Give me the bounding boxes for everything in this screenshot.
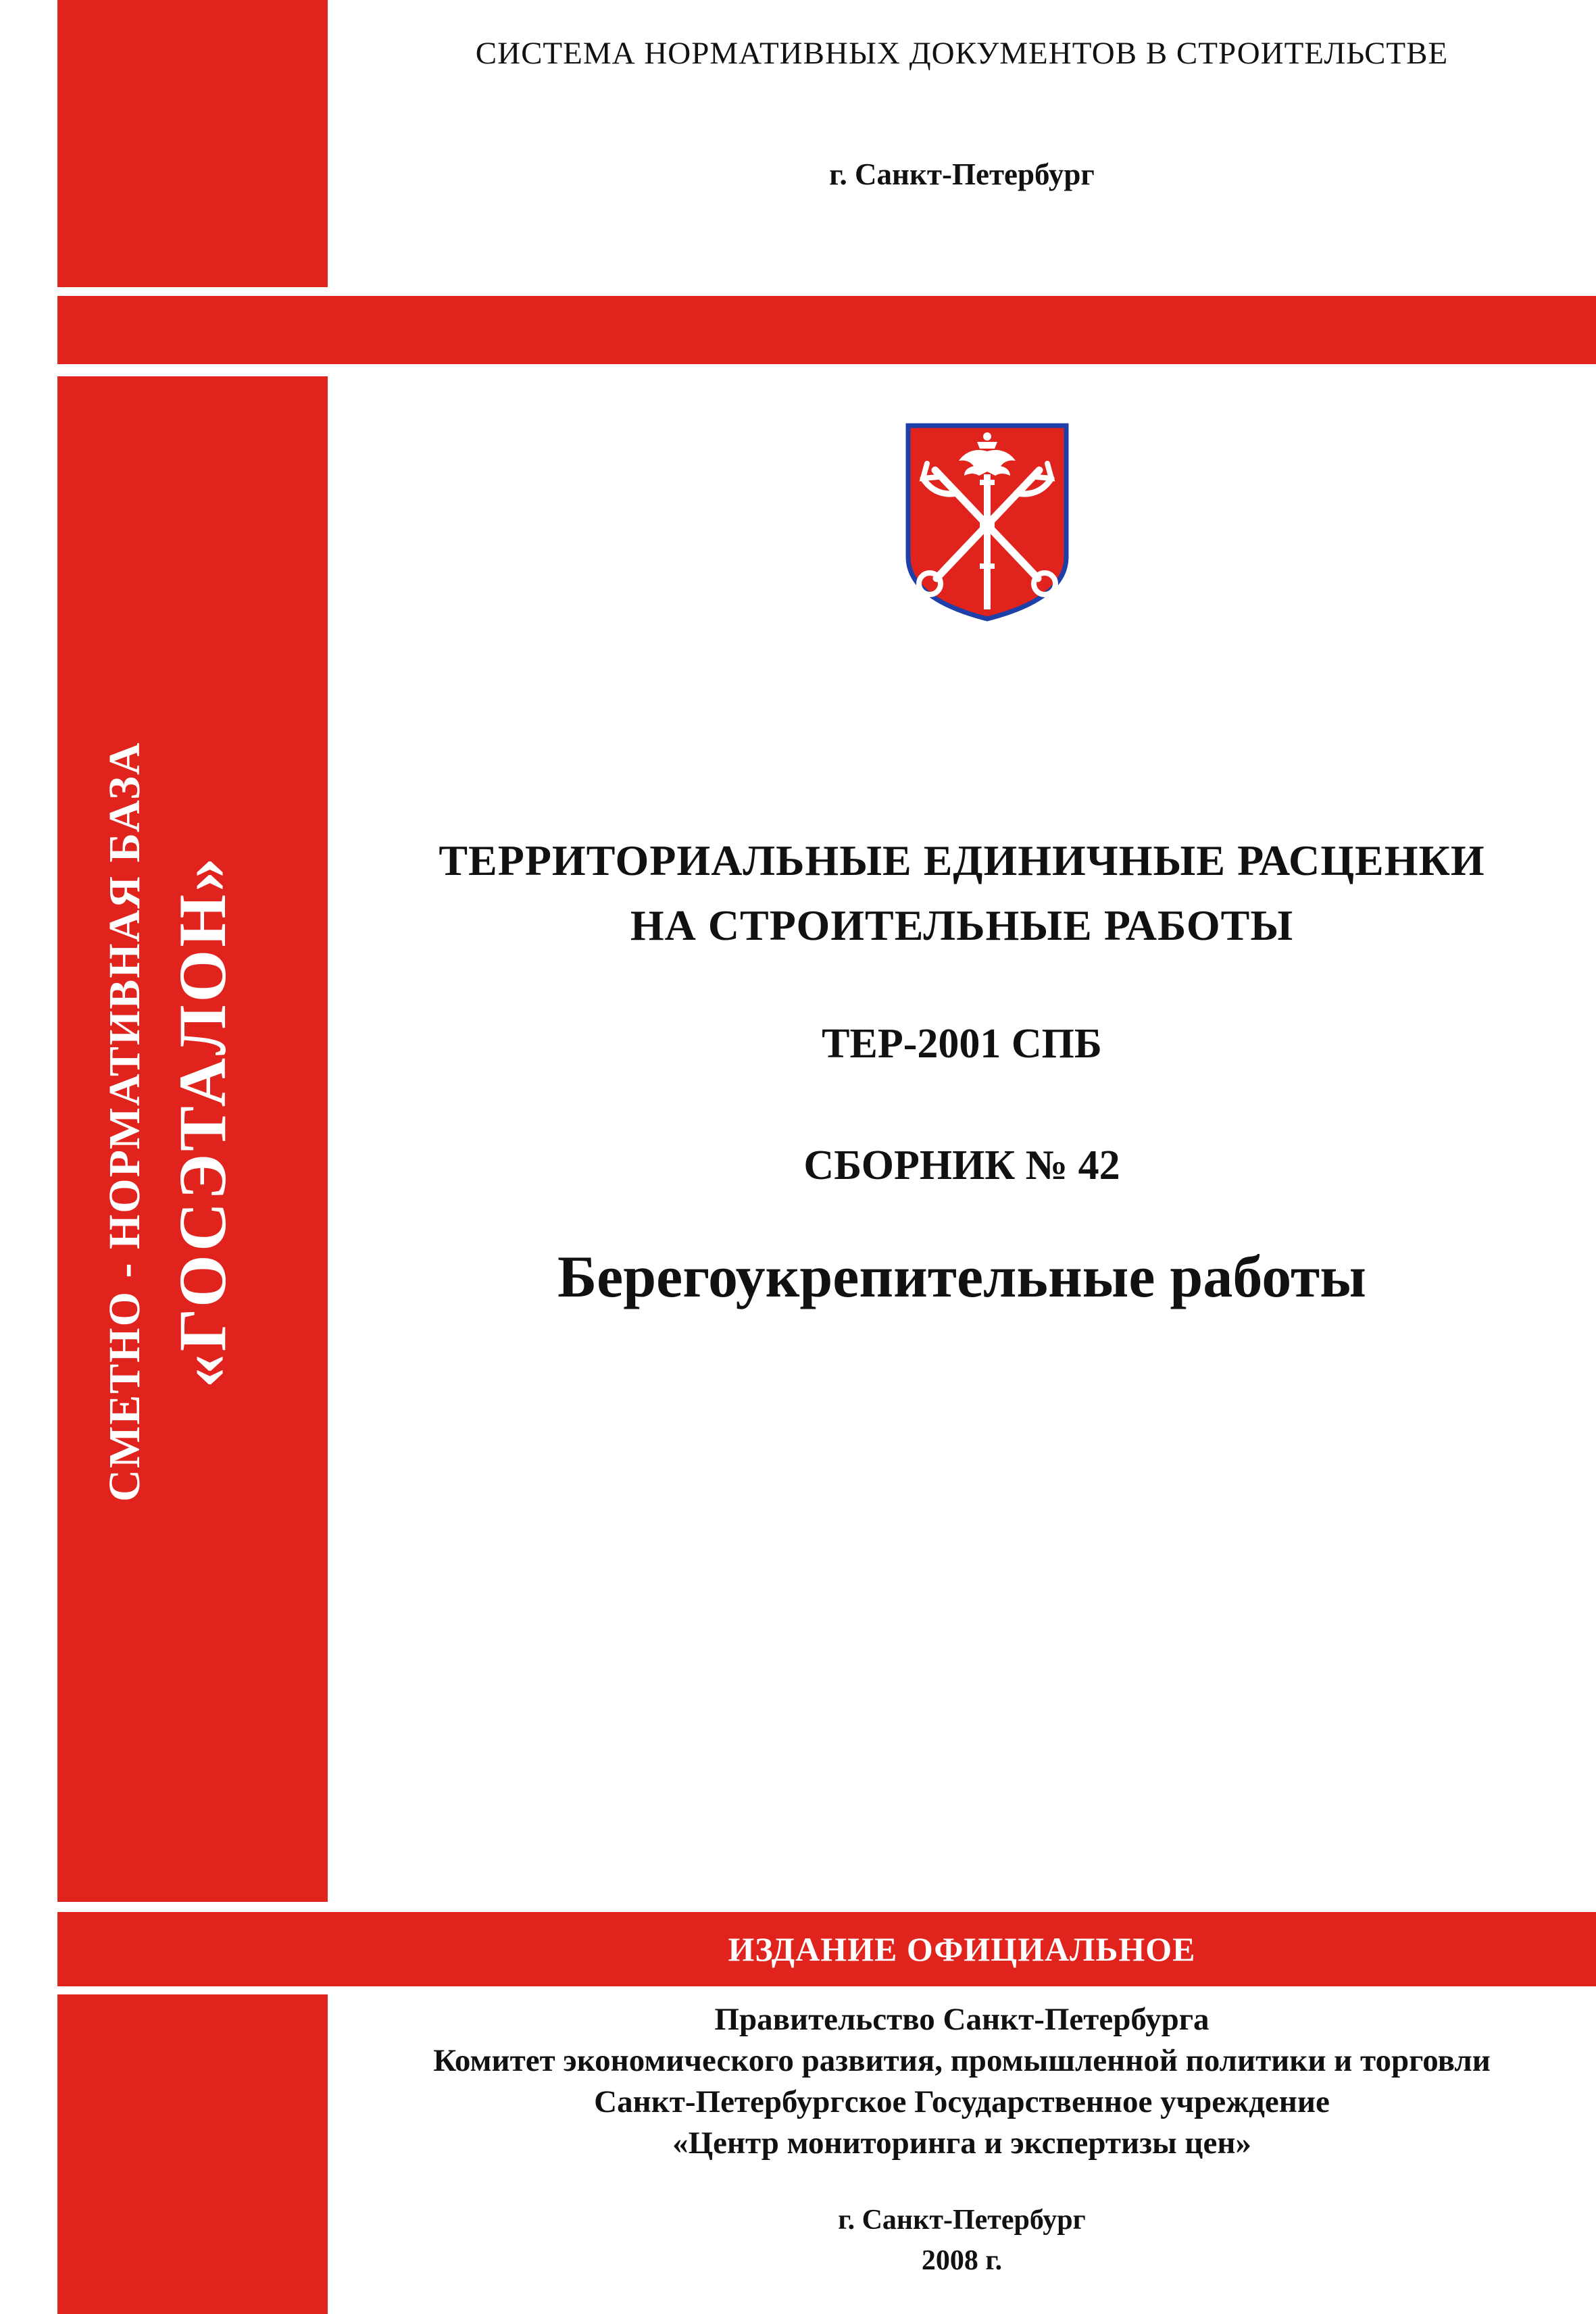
document-code: ТЕР-2001 СПБ xyxy=(822,1021,1102,1067)
red-stripe-top xyxy=(57,0,328,287)
publisher-line2: Комитет экономического развития, промышленной политики и торговли xyxy=(433,2043,1491,2078)
red-stripe-bottom xyxy=(57,1994,328,2314)
side-bar-title xyxy=(91,581,294,1662)
saint-petersburg-coat-of-arms-icon xyxy=(903,422,1072,624)
edition-label: ИЗДАНИЕ ОФИЦИАЛЬНОЕ xyxy=(728,1930,1196,1968)
side-bar-line2: «ГОСЭТАЛОН» xyxy=(165,855,240,1388)
title-line2: НА СТРОИТЕЛЬНЫЕ РАБОТЫ xyxy=(630,901,1294,949)
city-top: г. Санкт-Петербург xyxy=(829,157,1095,191)
title-line1: ТЕРРИТОРИАЛЬНЫЕ ЕДИНИЧНЫЕ РАСЦЕНКИ xyxy=(439,836,1485,884)
publisher-line4: «Центр мониторинга и экспертизы цен» xyxy=(672,2126,1251,2161)
document-subject: Берегоукрепительные работы xyxy=(557,1244,1366,1310)
system-header: СИСТЕМА НОРМАТИВНЫХ ДОКУМЕНТОВ В СТРОИТЕЛЬСТВЕ xyxy=(475,36,1449,71)
publisher-line1: Правительство Санкт-Петербурга xyxy=(714,2002,1210,2037)
publication-year: 2008 г. xyxy=(921,2245,1003,2276)
side-bar-line1: СМЕТНО - НОРМАТИВНАЯ БАЗА xyxy=(100,741,149,1502)
red-band-top xyxy=(57,296,1596,364)
publisher-line3: Санкт-Петербургское Государственное учреждение xyxy=(594,2084,1330,2119)
volume-number: СБОРНИК № 42 xyxy=(803,1142,1120,1188)
city-bottom: г. Санкт-Петербург xyxy=(838,2205,1086,2236)
